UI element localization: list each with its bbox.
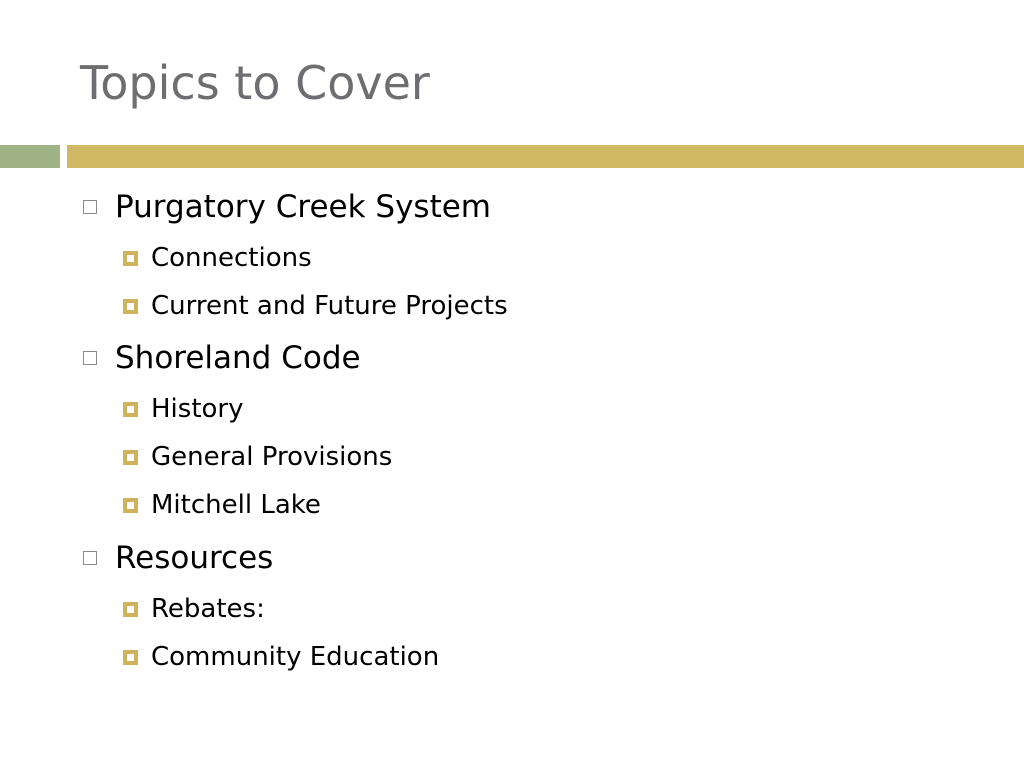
bullet-item-label: Shoreland Code [115,340,361,376]
framed-square-icon [123,450,138,465]
framed-square-icon [123,602,138,617]
sub-bullet-item-label: General Provisions [151,442,393,472]
framed-square-icon [123,402,138,417]
bullet-item [83,338,361,378]
sub-bullet-item-label: History [151,394,244,424]
framed-square-icon [123,498,138,513]
framed-square-icon [123,299,138,314]
sub-bullet-item [123,488,321,522]
bullet-item [83,187,491,227]
sub-bullet-item-label: Connections [151,243,312,273]
bullet-item-label: Resources [115,540,274,576]
framed-square-icon [123,251,138,266]
sub-bullet-item [123,440,392,474]
bullet-item [83,538,273,578]
hollow-square-icon [83,200,97,214]
hollow-square-icon [83,551,97,565]
sub-bullet-item [123,241,312,275]
sub-bullet-item [123,592,265,626]
framed-square-icon [123,650,138,665]
sub-bullet-item-label: Mitchell Lake [151,490,321,520]
sub-bullet-item [123,392,244,426]
sub-bullet-item-label: Community Education [151,642,440,672]
sub-bullet-item-label: Current and Future Projects [151,291,508,321]
sub-bullet-item [123,289,508,323]
slide-title: Topics to Cover [80,56,430,110]
sub-bullet-item [123,640,439,674]
hollow-square-icon [83,351,97,365]
sub-bullet-item-label: Rebates: [151,594,265,624]
bullet-item-label: Purgatory Creek System [115,189,491,225]
